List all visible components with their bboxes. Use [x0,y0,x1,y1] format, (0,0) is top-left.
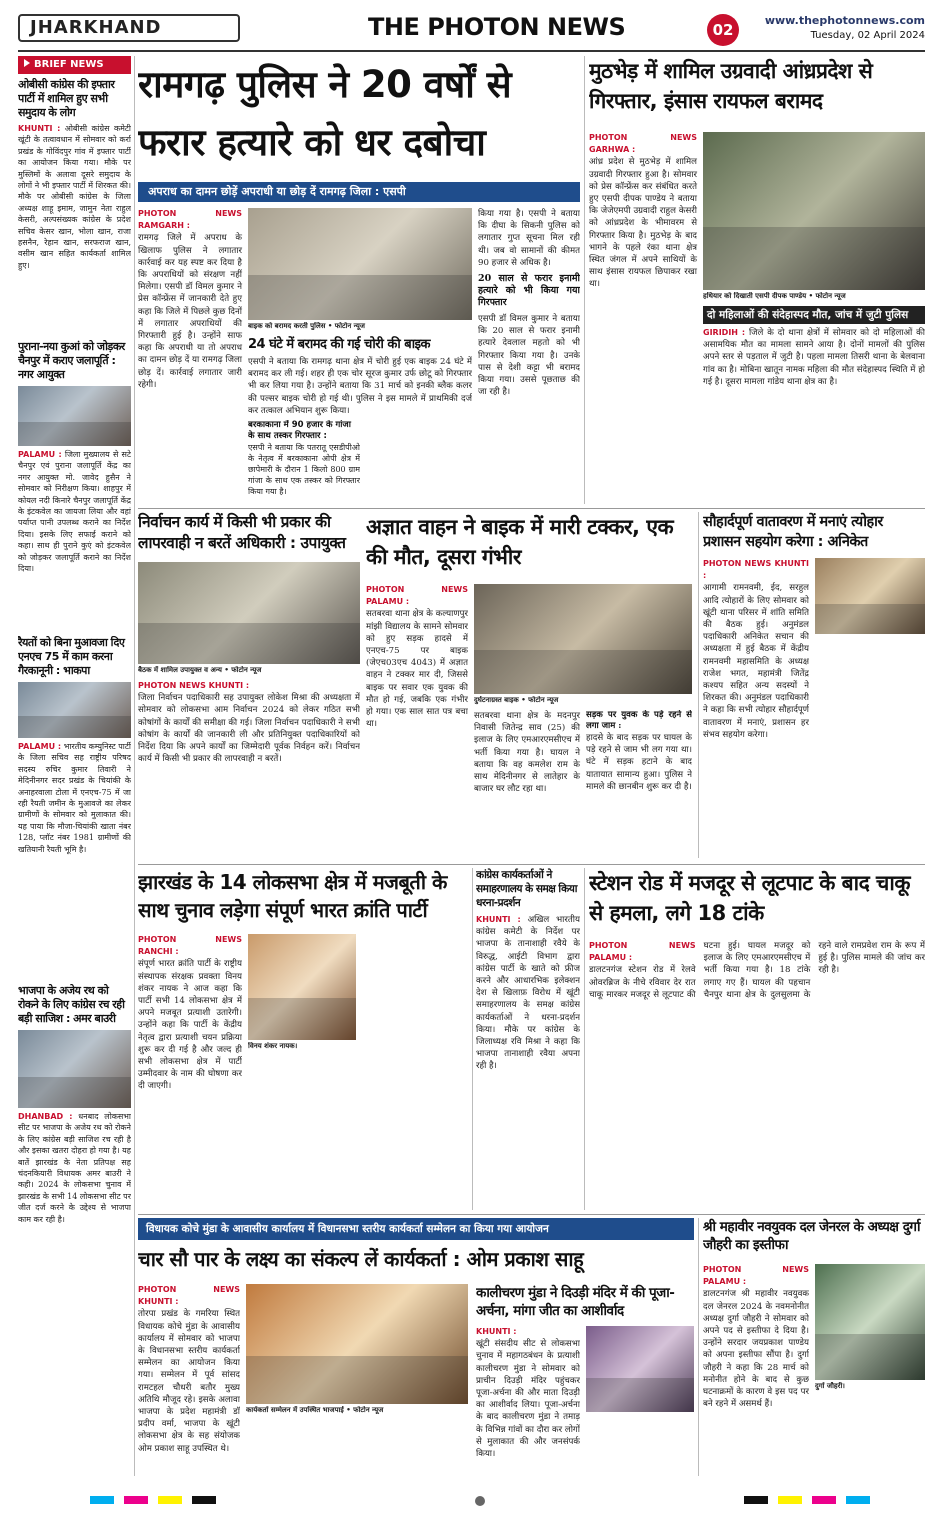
story-kalicharan [476,1284,694,1476]
accident-body: सतबरवा थाना क्षेत्र के कल्याणपुर मांझी विद्यालय के सामने सोमवार को हुए सड़क हादसे में एनएच-75 पर बाइक (जेएच03एच 4043) में अज्ञात वाहन ने टक्कर मार दी, जिससे बाइक पर सवार एक युवक की मौत हो गई, जबकि एक गंभीर हो गया। एक साल सात पत्र बचा था। [366,609,468,730]
jbkp-body: संपूर्ण भारत क्रांति पार्टी के राष्ट्रीय संस्थापक संरक्षक प्रवक्ता विनय शंकर नायक ने आज कहा कि पार्टी सभी 14 लोकसभा क्षेत्र में अपने मजबूत प्रत्याशी उतारेगी। उन्होंने कहा कि पार्टी के केंद्रीय नेतृत्व द्वारा प्रत्याशी चयन प्रक्रिया शुरू कर दी गई है और जल्द ही सभी लोकसभा क्षेत्र में पार्टी उम्मीदवार के नाम की घोषणा कर दी जाएगी। [138,959,242,1092]
swatch-cyan [846,1496,870,1504]
brief-title: ओबीसी कांग्रेस की इफ्तार पार्टी में शामिल हुए सभी समुदाय के लोग [18,78,115,119]
election-photo [138,562,360,664]
station-dateline: PHOTON NEWS PALAMU : [589,941,696,963]
date: Tuesday, 02 April 2024 [810,30,925,41]
accident-body2: सतबरवा थाना क्षेत्र के मदनपुर निवासी जितेन्द्र साव (25) की इलाज के लिए एमआरएमसीएच में भर्ती किया गया है। घायल ने बताया कि वह कमलेश राम के साथ मेदिनीनगर से लातेहार के बाजार घर लौट रहा था। [474,711,580,795]
festival-photo [815,558,925,634]
durga-caption: दुर्गा जौहरी। [815,1382,845,1390]
banner-dateline: PHOTON NEWS KHUNTI : [138,1285,240,1307]
jbkp-photo [248,934,356,1040]
masthead-rule [18,50,925,52]
swatch-yellow [158,1496,182,1504]
barkakana-body: एसपी ने बताया कि पतरातू एसडीपीओ के नेतृत्व में बरकाकाना ओपी क्षेत्र में छापेमारी के दौरान 1 किलो 800 ग्राम गांजा के साथ एक तस्कर को गिरफ्तार किया गया है। [248,443,360,496]
kalicharan-photo [586,1326,694,1412]
brief-dateline: DHANBAD : [18,1112,73,1121]
brief-news-label: BRIEF NEWS [18,56,131,74]
accident-caption: दुर्घटनाग्रस्त बाइक • फोटोन न्यूज [474,696,559,704]
durga-dateline: PHOTON NEWS PALAMU : [703,1265,809,1287]
brief-news-sidebar [18,56,131,1476]
andhra-headline: मुठभेड़ में शामिल उग्रवादी आंध्रप्रदेश से गिरफ्तार, इंसास रायफल बरामद [589,59,873,113]
brief-body: जिला मुख्यालय से सटे चैनपुर एवं पुराना जलापूर्ति केंद्र का नगर आयुक्त मो. जावेद हुसैन ने सोमवार को निरीक्षण किया। शाहपुर में कोयल नदी किनारे चैनपुर जलापूर्ति केंद्र के इंटकवेल का जायजा लिया और वहां पर्याप्त पानी उपलब्ध कराने का निर्देश दिया। इसके लिए सफाई कराने को कहा। साथ ही पुराने कुएं को इंटकवेल को जोड़कर जलापूर्ति कराने का निर्देश दिया। [18,450,131,574]
kalicharan-headline: कालीचरण मुंडा ने दिउड़ी मंदिर में की पूजा-अर्चना, मांगा जीत का आशीर्वाद [476,1285,675,1319]
registration-mark [475,1496,485,1506]
row-rule [138,508,925,509]
ramgarh-col2b-text: एसपी डॉ विमल कुमार ने बताया कि 20 साल से फरार इनामी हत्यारे देवलाल महतो को भी गिरफ्तार किया गया है। उनके पास से देशी कट्टा भी बरामद किया गया। उससे पूछताछ की जा रही है। [478,314,580,398]
banner-body: तोरपा प्रखंड के गमरिया स्थित विधायक कोचे मुंडा के आवासीय कार्यालय में सोमवार को भाजपा के विधानसभा स्तरीय कार्यकर्ता सम्मेलन का आयोजन किया गया। सम्मेलन में पूर्व सांसद रामटहल चौधरी बतौर मुख्य अतिथि मौजूद रहे। इसके अलावा भाजपा के प्रदेश महामंत्री डॉ प्रदीप वर्मा, भाजपा के खूंटी लोकसभा क्षेत्र के सह संयोजक ओम प्रकाश साहू उपस्थित थे। [138,1309,240,1454]
banner-headline: चार सौ पार के लक्ष्य का संकल्प लें कार्यकर्ता : ओम प्रकाश साहू [138,1247,584,1271]
festival-headline: सौहार्दपूर्ण वातावरण में मनाएं त्योहार प्रशासन सहयोग करेगा : अनिकेत [703,514,883,550]
brief-item [18,78,131,336]
story-festival [703,512,925,858]
swatch-black [744,1496,768,1504]
brief-item [18,340,131,630]
print-color-bar [90,1496,870,1506]
row-rule [138,1214,925,1215]
bike-body: एसपी ने बताया कि रामगढ़ थाना क्षेत्र में चोरी हुई एक बाइक 24 घंटे में बरामद कर ली गई। शहर ही एक चोर सूरज कुमार उर्फ छोटू को गिरफ्तार भी कर लिया गया है। उन्होंने बताया कि 31 मार्च को इनकी ब्लैक कलर की पल्सर बाइक चोरी हो गई थी। पुलिस ने इस मामले में प्राथमिकी दर्ज कर तत्काल अभियान शुरू किया। [248,357,472,416]
arrow-icon [24,59,30,67]
paper-name: THE PHOTON NEWS [368,13,626,41]
kalicharan-dateline: KHUNTI : [476,1327,517,1336]
col-rule [472,868,473,1210]
brief-title: रैयतों को बिना मुआवजा दिए एनएच 75 में काम करना गैरकानूनी : भाकपा [18,636,125,677]
andhra-photo [703,132,925,290]
brief-body: भारतीय कम्युनिस्ट पार्टी के जिला सचिव सह राष्ट्रीय परिषद सदस्य रुचिर कुमार तिवारी ने मेदिनीनगर सदर प्रखंड के चियांकी के अनाहरवाला टोला में एनएच-75 में जा रही रैयती जमीन के मुआवजे का लेकर ग्रामीणों के सोमवार को मुलाकात की। यह पाया कि मौजा-चियांकी खाता नंबर 128, प्लॉट नंबर 1981 ग्रामीणों की खतियानी रैयती भूमि है। [18,742,131,854]
festival-dateline: PHOTON NEWS KHUNTI : [703,559,809,581]
ramgarh-dateline: PHOTON NEWS RAMGARH : [138,209,242,231]
accident-photo [474,584,692,694]
swatch-yellow [778,1496,802,1504]
ramgarh-headline: रामगढ़ पुलिस ने 20 वर्षों से फरार हत्यारे को धर दबोचा [138,63,512,164]
accident-dateline: PHOTON NEWS PALAMU : [366,585,468,607]
brief-photo [18,1030,131,1108]
banner-photo [246,1284,468,1404]
accident-headline: अज्ञात वाहन ने बाइक में मारी टक्कर, एक की मौत, दूसरा गंभीर [366,515,674,569]
election-headline: निर्वाचन कार्य में किसी भी प्रकार की लापरवाही न बरतें अधिकारी : उपायुक्त [138,513,346,552]
giridih-headline: दो महिलाओं की संदेहास्पद मौत, जांच में जुटी पुलिस [703,306,925,324]
section-label: JHARKHAND [18,14,240,42]
brief-dateline: PALAMU : [18,742,62,751]
durga-headline: श्री महावीर नवयुवक दल जेनरल के अध्यक्ष दुर्गा जौहरी का इस्तीफा [703,1219,920,1253]
brief-body: ओबीसी कांग्रेस कमेटी खूंटी के तत्वावधान में सोमवार को कर्रा प्रखंड के गोविंदपुर गांव में इफ्तार पार्टी का आयोजन किया गया। मौके पर मुस्लिमों के अलावा दूसरे समुदाय के लोगों ने भी इफ्तार पार्टी में शिरकत की। मौके पर ओबीसी कांग्रेस के जिला अध्यक्ष शाहू इमाम, जामुन नेता राहुल केसरी, अल्पसंख्यक कांग्रेस के प्रदेश सचिव केसर खान, भोला खान, राजा हसनैन, रेहान खान, सरफराज खान, वसीम खान सहित कार्यकर्ता शामिल हुए। [18,124,131,270]
durga-photo [815,1264,925,1380]
giridih-dateline: GIRIDIH : [703,328,746,337]
sidebar-rule [134,56,135,1476]
ramgarh-col1 [138,208,242,504]
brief-item [18,984,131,1474]
story-durga [703,1218,925,1476]
accident-body3: हादसे के बाद सड़क पर घायल के पड़े रहने से जाम भी लग गया था। घंटे में सड़क हटाने के बाद यातायात सामान्य हुआ। पुलिस ने मामले की छानबीन शुरू कर दी है। [586,733,692,792]
story-election [138,512,360,858]
bike-headline: 24 घंटे में बरामद की गई चोरी की बाइक [248,337,430,352]
accident-subhead: सड़क पर युवक के पड़े रहने से लगा जाम : [586,710,692,731]
jbkp-caption: विनय शंकर नायक। [248,1042,298,1050]
andhra-caption: हथियार को दिखाती एसपी दीपक पाण्डेय • फोटोन न्यूज [703,292,846,300]
row-rule [138,864,925,865]
ramgarh-col3 [478,208,580,504]
brief-title: भाजपा के अजेय रथ को रोकने के लिए कांग्रेस रच रही बड़ी साजिश : अमर बाउरी [18,984,125,1025]
election-dateline: PHOTON NEWS KHUNTI : [138,681,250,690]
station-body: डालटनगंज स्टेशन रोड में रेलवे ओवरब्रिज के नीचे रविवार देर रात चाकू मारकर मजदूर से लूटपाट की घटना हुई। घायल मजदूर को इलाज के लिए एमआरएमसीएच में भर्ती किया गया है। 18 टांके लगाए गए हैं। घायल की पहचान चैनपुर थाना क्षेत्र के दुलसुलमा के रहने वाले रामप्रवेश राम के रूप में हुई है। पुलिस मामले की जांच कर रही है। [589,941,925,1000]
brief-item [18,636,131,976]
story-accident [366,512,692,858]
story-andhra [589,56,925,504]
giridih-body: जिले के दो थाना क्षेत्रों में सोमवार को दो महिलाओं की असामयिक मौत का मामला सामने आया है। दोनों मामलों की पुलिस अपने स्तर से पड़ताल में जुटी है। पहला मामला तिसरी थाना के बेलवाना गांव का है। मोबिना खातून नामक महिला की मौत संदेहास्पद स्थिति में हो गई है। दूसरा मामला गांडेय थाना क्षेत्र का है। [703,328,925,387]
brief-photo [18,682,131,738]
banner-caption: कार्यकर्ता सम्मेलन में उपस्थित भाजपाई • फोटोन न्यूज [246,1406,384,1414]
col-rule [584,868,585,1210]
col-rule [584,56,585,504]
station-headline: स्टेशन रोड में मजदूर से लूटपाट के बाद चाकू से हमला, लगे 18 टांके [589,871,910,925]
col-rule [698,1218,699,1476]
ramgarh-body: रामगढ़ जिले में अपराध के खिलाफ पुलिस ने लगातार कार्रवाई कर यह स्पष्ट कर दिया है कि अपराधियों को संरक्षण नहीं मिलेगा। एसपी डॉ विमल कुमार ने प्रेस कॉन्फ्रेंस में जानकारी देते हुए कहा कि जिले में पिछले कुछ दिनों में लगातार अपराधियों की गिरफ्तारी हुई है। उन्होंने साफ कहा कि अपराधी या तो अपराध का दामन छोड़ दें या रामगढ़ जिला छोड़ दें। कार्रवाई लगातार जारी रहेगी। [138,233,242,390]
election-caption: बैठक में शामिल उपायुक्त व अन्य • फोटोन न्यूज [138,666,262,674]
andhra-col1 [589,132,697,504]
congress-dateline: KHUNTI : [476,915,521,924]
story-barkakana [248,420,360,504]
election-body: जिला निर्वाचन पदाधिकारी सह उपायुक्त लोकेश मिश्रा की अध्यक्षता में सोमवार को लोकसभा आम निर्वाचन 2024 को लेकर गठित सभी कोषांगों के कार्यों की समीक्षा की गई। जिला निर्वाचन पदाधिकारी ने सभी कोषांग के कार्यों की जानकारी ली और प्रतिनियुक्त पदाधिकारियों को निर्देश दिया कि अपने कार्यों का जिम्मेदारी पूर्वक निर्वहन करें। निर्वाचन कार्य में किसी भी प्रकार की लापरवाही न बरतें। [138,693,360,765]
col-rule [698,512,699,858]
swatch-magenta [812,1496,836,1504]
swatch-black [192,1496,216,1504]
website[interactable]: www.thephotonnews.com [764,14,925,27]
barkakana-subhead: बरकाकाना में 90 हजार के गांजा के साथ तस्कर गिरफ्तार : [248,420,351,441]
story-congress [476,868,580,1210]
brief-body: धनबाद लोकसभा सीट पर भाजपा के अजेय रथ को रोकने के लिए कांग्रेस बड़ी साजिश रच रही है और इसका खतरा दोहरा हो गया है। यह बातें झारखंड के नेता प्रतिपक्ष सह चंदनकियारी विधायक अमर बाउरी ने कही। 2024 के लोकसभा चुनाव में झारखंड के सभी 14 लोकसभा सीट पर जीत दर्ज करने के उद्देश्य से भाजपा काम कर रही है। [18,1112,131,1224]
swatch-cyan [90,1496,114,1504]
congress-body: अखिल भारतीय कांग्रेस कमेटी के निर्देश पर भाजपा के तानाशाही रवैये के विरुद्ध, आईटी विभाग द्वारा कांग्रेस पार्टी के खाते को फ्रीज करने और आधारभिक इलेक्शन देश से खिलाफ़ विरोध में खूंटी समाहरणालय के समक्ष कांग्रेस कार्यकर्ताओं ने धरना-प्रदर्शन किया। मौके पर कांग्रेस के जिलाध्यक्ष रवि मिश्रा ने कहा कि भाजपा तानाशाही रवैया अपना रही है। [476,915,580,1072]
page-number: 02 [707,14,739,46]
ramgarh-photo [248,208,472,320]
festival-body: आगामी रामनवमी, ईद, सरहुल आदि त्योहारों के लिए सोमवार को खूंटी थाना परिसर में शांति समिति की बैठक हुई। अनुमंडल पदाधिकारी अनिकेत सचान की अध्यक्षता में हुई बैठक में केंद्रीय रामनवमी महासमिति के अध्यक्ष राजेश भगत, महामंत्री जितेंद्र कश्यप सहित अन्य सदस्यों ने शिरकत की। अनुमंडल पदाधिकारी ने कहा कि सभी त्योहार सौहार्दपूर्ण वातावरण में मनाएं, प्रशासन हर संभव सहयोग करेगा। [703,583,809,740]
swatch-magenta [124,1496,148,1504]
ramgarh-caption: बाइक को बरामद करती पुलिस • फोटोन न्यूज [248,322,365,330]
masthead [0,0,945,50]
brief-dateline: KHUNTI : [18,124,61,133]
andhra-body: आंध्र प्रदेश से मुठभेड़ में शामिल उग्रवादी गिरफ्तार हुआ है। सोमवार को प्रेस कॉन्फ्रेंस कर संबंधित करते हुए एसपी दीपक पाण्डेय ने बताया कि जेजेएमपी उग्रवादी राहुल केसरी को आंध्रप्रदेश के भीमावरम से गिरफ्तार किया है। मुठभेड़ के बाद भागने के पहले रंका थाना क्षेत्र स्थित जंगल में अपने साथियों के साथ इंसास रायफल छिपाकर रखा था। [589,157,697,290]
kalicharan-body: खूंटी संसदीय सीट से लोकसभा चुनाव में महागठबंधन के प्रत्याशी कालीचरण मुंडा ने सोमवार को प्राचीन दिउड़ी मंदिर पहुंचकर पूजा-अर्चना की और माता दिउड़ी का आशीर्वाद लिया। पूजा-अर्चना के बाद कालीचरण मुंडा ने तमाड़ के विभिन्न गांवों का दौरा कर लोगों से मुलाकात की और जनसंपर्क किया। [476,1339,580,1460]
ramgarh-subhead: 20 साल से फरार इनामी हत्यारे को भी किया गया गिरफ्तार [478,273,580,309]
story-jbkp [138,868,468,1210]
brief-title: पुराना-नया कुआं को जोड़कर चैनपुर में कराए जलापूर्ति : नगर आयुक्त [18,340,125,381]
durga-body: डालटनगंज श्री महावीर नवयुवक दल जेनरल 2024 के नवमनोनीत अध्यक्ष दुर्गा जौहरी ने सोमवार को अपने पद से इस्तीफा दे दिया है। उन्होंने सरदार जयप्रकाश पाण्डेय को अपना इस्तीफा सौंपा है। दुर्गा जौहरी ने कहा कि 28 मार्च को मनोनीत होने के बाद से कुछ घटनाक्रमों के कारण वे इस पद पर बने रहने में असमर्थ हैं। [703,1289,809,1410]
jbkp-dateline: PHOTON NEWS RANCHI : [138,935,242,957]
giridih-story [703,306,925,504]
jbkp-headline: झारखंड के 14 लोकसभा क्षेत्र में मजबूती के साथ चुनाव लड़ेगा संपूर्ण भारत क्रांति पार्टी [138,870,447,922]
ramgarh-strap: अपराध का दामन छोड़ें अपराधी या छोड़ दें रामगढ़ जिला : एसपी [138,182,580,202]
congress-headline: कांग्रेस कार्यकर्ताओं ने समाहरणालय के समक्ष किया धरना-प्रदर्शन [476,869,578,909]
brief-photo [18,386,131,446]
banner-kicker: विधायक कोचे मुंडा के आवासीय कार्यालय में विधानसभा स्तरीय कार्यकर्ता सम्मेलन का किया गया आयोजन [138,1218,694,1240]
andhra-dateline: PHOTON NEWS GARHWA : [589,133,697,155]
story-station [589,868,925,1210]
ramgarh-col2-text: किया गया है। एसपी ने बताया कि दीघा के सिकनी पुलिस को लगातार गुप्त सूचना मिल रही थी। जब वो सामानों की कीमत 90 हजार से अधिक है। [478,209,580,268]
brief-dateline: PALAMU : [18,450,62,459]
